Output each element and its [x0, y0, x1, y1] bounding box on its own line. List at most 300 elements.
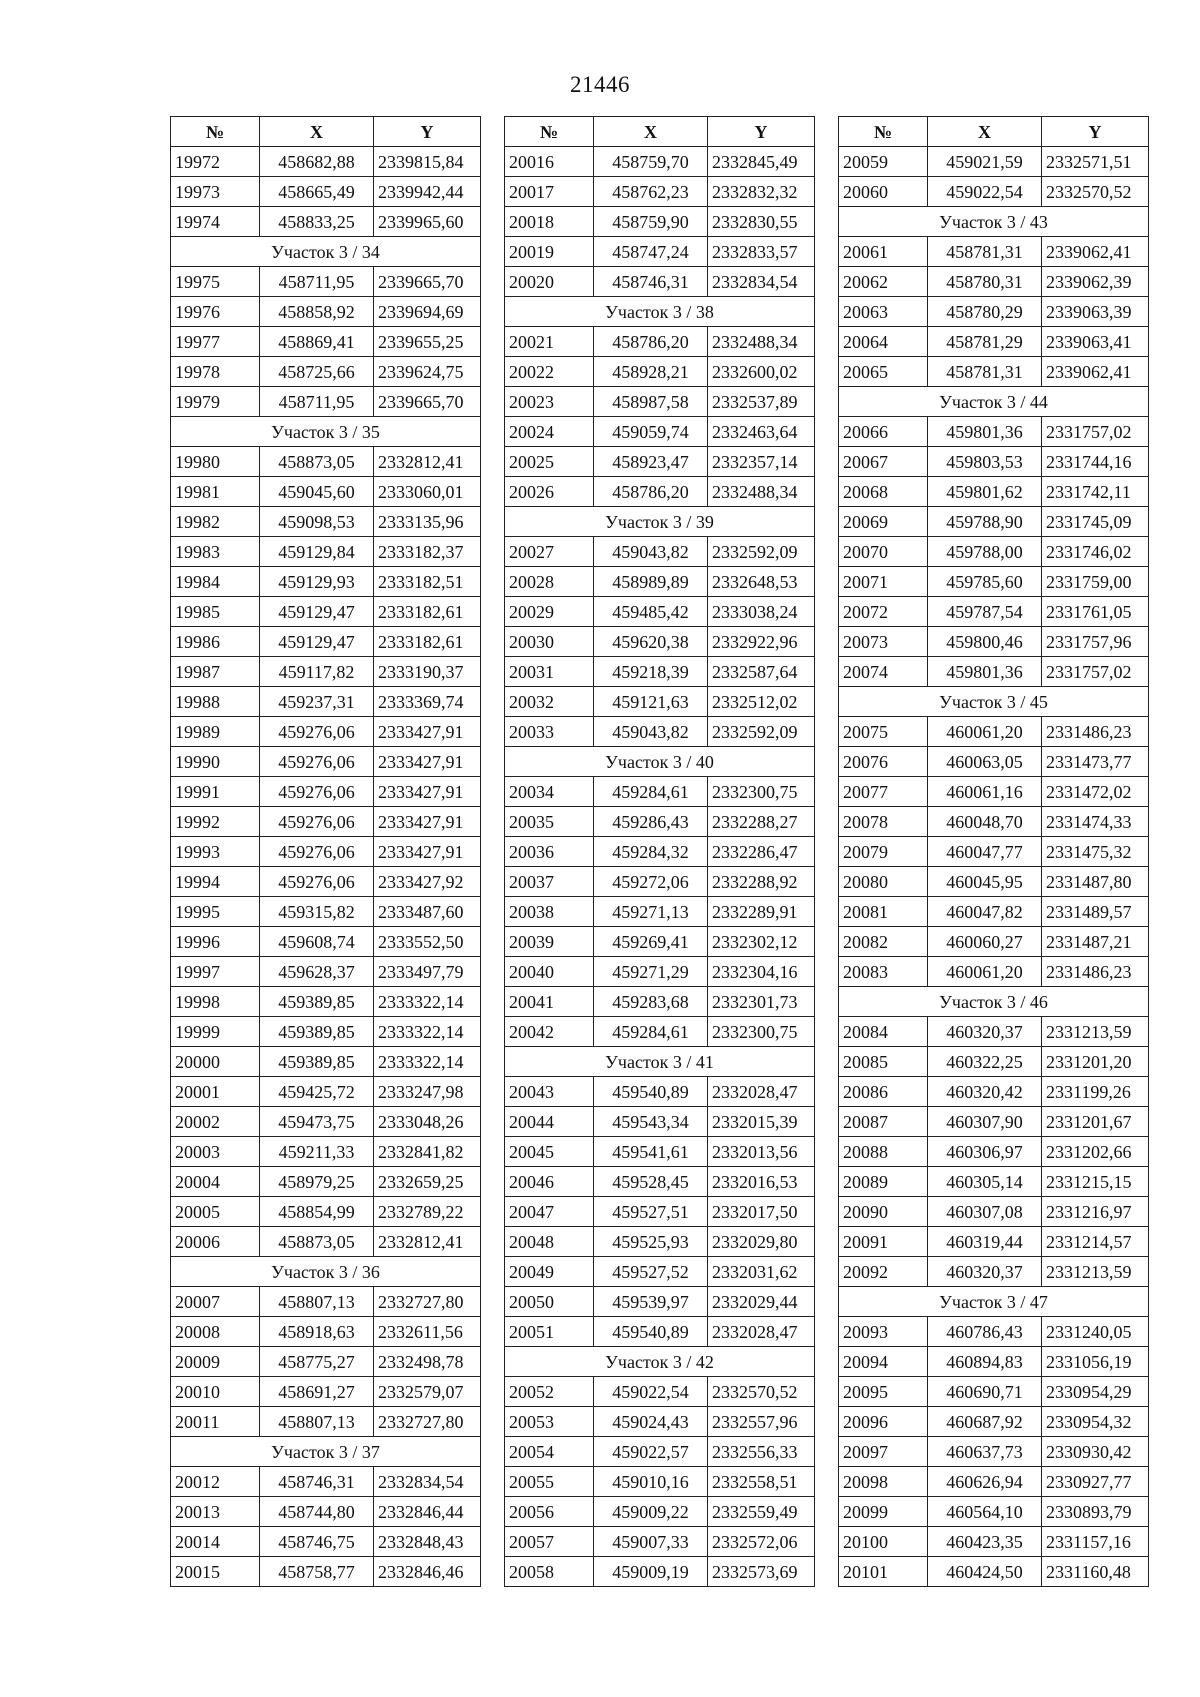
table-row	[171, 1527, 481, 1557]
y-coordinate: 2339062,41	[1042, 237, 1149, 267]
point-number: 20055	[505, 1467, 594, 1497]
header-y: Y	[1042, 117, 1149, 147]
point-number: 20036	[505, 837, 594, 867]
y-coordinate: 2333427,91	[374, 807, 481, 837]
x-coordinate: 459043,82	[594, 537, 708, 567]
point-number: 20063	[839, 297, 928, 327]
point-number: 20062	[839, 267, 928, 297]
point-number: 20093	[839, 1317, 928, 1347]
point-number: 20007	[171, 1287, 260, 1317]
y-coordinate: 2339655,25	[374, 327, 481, 357]
y-coordinate: 2333369,74	[374, 687, 481, 717]
table-row	[171, 1197, 481, 1227]
point-number: 20064	[839, 327, 928, 357]
x-coordinate: 460424,50	[928, 1557, 1042, 1587]
y-coordinate: 2333552,50	[374, 927, 481, 957]
x-coordinate: 458711,95	[260, 267, 374, 297]
section-row	[839, 687, 1149, 717]
x-coordinate: 459628,37	[260, 957, 374, 987]
x-coordinate: 459129,84	[260, 537, 374, 567]
x-coordinate: 459608,74	[260, 927, 374, 957]
table-row	[505, 1107, 815, 1137]
table-row	[171, 1107, 481, 1137]
x-coordinate: 460063,05	[928, 747, 1042, 777]
point-number: 19983	[171, 537, 260, 567]
table-row	[505, 537, 815, 567]
table-row	[839, 237, 1149, 267]
table-row	[171, 357, 481, 387]
section-label: Участок 3 / 39	[505, 507, 815, 537]
point-number: 20010	[171, 1377, 260, 1407]
y-coordinate: 2331761,05	[1042, 597, 1149, 627]
x-coordinate: 460048,70	[928, 807, 1042, 837]
x-coordinate: 458781,31	[928, 237, 1042, 267]
x-coordinate: 459276,06	[260, 807, 374, 837]
table-row	[839, 1527, 1149, 1557]
x-coordinate: 460687,92	[928, 1407, 1042, 1437]
table-row	[839, 657, 1149, 687]
table-row	[171, 147, 481, 177]
x-coordinate: 458833,25	[260, 207, 374, 237]
table-row	[839, 1437, 1149, 1467]
y-coordinate: 2331757,96	[1042, 627, 1149, 657]
x-coordinate: 459540,89	[594, 1317, 708, 1347]
y-coordinate: 2332288,27	[708, 807, 815, 837]
x-coordinate: 460786,43	[928, 1317, 1042, 1347]
table-row	[505, 867, 815, 897]
y-coordinate: 2339063,41	[1042, 327, 1149, 357]
header-row	[505, 117, 815, 147]
point-number: 20012	[171, 1467, 260, 1497]
y-coordinate: 2333427,91	[374, 837, 481, 867]
table-row	[171, 177, 481, 207]
point-number: 20024	[505, 417, 594, 447]
y-coordinate: 2331742,11	[1042, 477, 1149, 507]
table-row	[171, 1557, 481, 1587]
point-number: 20046	[505, 1167, 594, 1197]
coordinates-table-1	[170, 116, 481, 1587]
y-coordinate: 2332302,12	[708, 927, 815, 957]
x-coordinate: 460894,83	[928, 1347, 1042, 1377]
y-coordinate: 2333182,37	[374, 537, 481, 567]
point-number: 20008	[171, 1317, 260, 1347]
point-number: 20023	[505, 387, 594, 417]
point-number: 20047	[505, 1197, 594, 1227]
point-number: 20057	[505, 1527, 594, 1557]
y-coordinate: 2332017,50	[708, 1197, 815, 1227]
y-coordinate: 2339062,41	[1042, 357, 1149, 387]
y-coordinate: 2332579,07	[374, 1377, 481, 1407]
y-coordinate: 2333322,14	[374, 1017, 481, 1047]
x-coordinate: 458759,90	[594, 207, 708, 237]
point-number: 19976	[171, 297, 260, 327]
point-number: 19981	[171, 477, 260, 507]
table-row	[839, 957, 1149, 987]
x-coordinate: 460564,10	[928, 1497, 1042, 1527]
y-coordinate: 2332789,22	[374, 1197, 481, 1227]
x-coordinate: 459525,93	[594, 1227, 708, 1257]
point-number: 20101	[839, 1557, 928, 1587]
x-coordinate: 460047,82	[928, 897, 1042, 927]
point-number: 20044	[505, 1107, 594, 1137]
point-number: 19986	[171, 627, 260, 657]
point-number: 20084	[839, 1017, 928, 1047]
point-number: 20060	[839, 177, 928, 207]
point-number: 20027	[505, 537, 594, 567]
point-number: 20082	[839, 927, 928, 957]
point-number: 20029	[505, 597, 594, 627]
table-row	[171, 1047, 481, 1077]
section-label: Участок 3 / 42	[505, 1347, 815, 1377]
y-coordinate: 2332031,62	[708, 1257, 815, 1287]
point-number: 20020	[505, 267, 594, 297]
x-coordinate: 459788,00	[928, 537, 1042, 567]
point-number: 19997	[171, 957, 260, 987]
section-row	[171, 1437, 481, 1467]
point-number: 20018	[505, 207, 594, 237]
point-number: 20014	[171, 1527, 260, 1557]
point-number: 20083	[839, 957, 928, 987]
section-label: Участок 3 / 36	[171, 1257, 481, 1287]
y-coordinate: 2331486,23	[1042, 717, 1149, 747]
x-coordinate: 458928,21	[594, 357, 708, 387]
table-row	[505, 267, 815, 297]
table-row	[505, 1287, 815, 1317]
table-row	[171, 1467, 481, 1497]
table-row	[839, 1557, 1149, 1587]
y-coordinate: 2331201,67	[1042, 1107, 1149, 1137]
y-coordinate: 2332830,55	[708, 207, 815, 237]
table-row	[505, 597, 815, 627]
table-row	[171, 537, 481, 567]
x-coordinate: 459129,93	[260, 567, 374, 597]
y-coordinate: 2331240,05	[1042, 1317, 1149, 1347]
table-row	[505, 1407, 815, 1437]
point-number: 20054	[505, 1437, 594, 1467]
x-coordinate: 460690,71	[928, 1377, 1042, 1407]
y-coordinate: 2330954,32	[1042, 1407, 1149, 1437]
x-coordinate: 458781,31	[928, 357, 1042, 387]
y-coordinate: 2339965,60	[374, 207, 481, 237]
x-coordinate: 460307,08	[928, 1197, 1042, 1227]
x-coordinate: 459473,75	[260, 1107, 374, 1137]
y-coordinate: 2332592,09	[708, 717, 815, 747]
x-coordinate: 459389,85	[260, 1047, 374, 1077]
x-coordinate: 459787,54	[928, 597, 1042, 627]
point-number: 20017	[505, 177, 594, 207]
point-number: 19989	[171, 717, 260, 747]
point-number: 20003	[171, 1137, 260, 1167]
y-coordinate: 2332013,56	[708, 1137, 815, 1167]
point-number: 20000	[171, 1047, 260, 1077]
point-number: 20061	[839, 237, 928, 267]
point-number: 19996	[171, 927, 260, 957]
y-coordinate: 2331744,16	[1042, 447, 1149, 477]
x-coordinate: 459269,41	[594, 927, 708, 957]
y-coordinate: 2331486,23	[1042, 957, 1149, 987]
point-number: 20097	[839, 1437, 928, 1467]
table-row	[839, 807, 1149, 837]
table-row	[171, 1167, 481, 1197]
x-coordinate: 458744,80	[260, 1497, 374, 1527]
y-coordinate: 2339062,39	[1042, 267, 1149, 297]
header-number: №	[171, 117, 260, 147]
x-coordinate: 459218,39	[594, 657, 708, 687]
y-coordinate: 2332727,80	[374, 1287, 481, 1317]
x-coordinate: 460061,20	[928, 957, 1042, 987]
y-coordinate: 2332300,75	[708, 777, 815, 807]
section-row	[505, 297, 815, 327]
y-coordinate: 2332289,91	[708, 897, 815, 927]
x-coordinate: 459276,06	[260, 777, 374, 807]
point-number: 20045	[505, 1137, 594, 1167]
x-coordinate: 459271,13	[594, 897, 708, 927]
section-row	[839, 1287, 1149, 1317]
point-number: 20088	[839, 1137, 928, 1167]
x-coordinate: 459803,53	[928, 447, 1042, 477]
x-coordinate: 458682,88	[260, 147, 374, 177]
x-coordinate: 459098,53	[260, 507, 374, 537]
point-number: 19972	[171, 147, 260, 177]
table-row	[505, 1467, 815, 1497]
y-coordinate: 2332570,52	[1042, 177, 1149, 207]
y-coordinate: 2332028,47	[708, 1077, 815, 1107]
y-coordinate: 2332016,53	[708, 1167, 815, 1197]
y-coordinate: 2332848,43	[374, 1527, 481, 1557]
section-label: Участок 3 / 37	[171, 1437, 481, 1467]
table-row	[505, 897, 815, 927]
point-number: 20030	[505, 627, 594, 657]
y-coordinate: 2331489,57	[1042, 897, 1149, 927]
table-row	[839, 1347, 1149, 1377]
x-coordinate: 458873,05	[260, 447, 374, 477]
table-row	[505, 777, 815, 807]
x-coordinate: 459010,16	[594, 1467, 708, 1497]
point-number: 19998	[171, 987, 260, 1017]
x-coordinate: 459276,06	[260, 747, 374, 777]
table-row	[505, 1017, 815, 1047]
x-coordinate: 458786,20	[594, 327, 708, 357]
table-row	[505, 1527, 815, 1557]
point-number: 20065	[839, 357, 928, 387]
point-number: 19995	[171, 897, 260, 927]
y-coordinate: 2332556,33	[708, 1437, 815, 1467]
y-coordinate: 2331214,57	[1042, 1227, 1149, 1257]
point-number: 20043	[505, 1077, 594, 1107]
point-number: 20039	[505, 927, 594, 957]
y-coordinate: 2333135,96	[374, 507, 481, 537]
x-coordinate: 459528,45	[594, 1167, 708, 1197]
section-label: Участок 3 / 43	[839, 207, 1149, 237]
y-coordinate: 2333038,24	[708, 597, 815, 627]
point-number: 19991	[171, 777, 260, 807]
y-coordinate: 2332832,32	[708, 177, 815, 207]
x-coordinate: 459485,42	[594, 597, 708, 627]
point-number: 20053	[505, 1407, 594, 1437]
y-coordinate: 2332600,02	[708, 357, 815, 387]
point-number: 20091	[839, 1227, 928, 1257]
y-coordinate: 2331745,09	[1042, 507, 1149, 537]
x-coordinate: 460626,94	[928, 1467, 1042, 1497]
point-number: 20015	[171, 1557, 260, 1587]
y-coordinate: 2332488,34	[708, 327, 815, 357]
table-row	[171, 1377, 481, 1407]
point-number: 20037	[505, 867, 594, 897]
section-row	[839, 387, 1149, 417]
y-coordinate: 2331213,59	[1042, 1017, 1149, 1047]
table-row	[839, 717, 1149, 747]
table-row	[505, 237, 815, 267]
table-row	[839, 567, 1149, 597]
x-coordinate: 458869,41	[260, 327, 374, 357]
page-number: 21446	[570, 72, 630, 97]
point-number: 20069	[839, 507, 928, 537]
table-row	[505, 327, 815, 357]
header-number: №	[505, 117, 594, 147]
point-number: 20058	[505, 1557, 594, 1587]
point-number: 19978	[171, 357, 260, 387]
table-row	[171, 1137, 481, 1167]
point-number: 20075	[839, 717, 928, 747]
table-row	[839, 1317, 1149, 1347]
table-row	[171, 747, 481, 777]
section-row	[171, 1257, 481, 1287]
x-coordinate: 460061,20	[928, 717, 1042, 747]
x-coordinate: 460423,35	[928, 1527, 1042, 1557]
point-number: 20026	[505, 477, 594, 507]
point-number: 19990	[171, 747, 260, 777]
point-number: 20021	[505, 327, 594, 357]
x-coordinate: 458780,31	[928, 267, 1042, 297]
table-row	[505, 1377, 815, 1407]
table-row	[505, 957, 815, 987]
table-row	[839, 1227, 1149, 1257]
point-number: 20100	[839, 1527, 928, 1557]
point-number: 20096	[839, 1407, 928, 1437]
x-coordinate: 459059,74	[594, 417, 708, 447]
point-number: 20074	[839, 657, 928, 687]
table-row	[171, 507, 481, 537]
coordinates-table-3	[838, 116, 1149, 1587]
section-row	[505, 507, 815, 537]
x-coordinate: 459271,29	[594, 957, 708, 987]
table-row	[171, 837, 481, 867]
point-number: 20013	[171, 1497, 260, 1527]
point-number: 20073	[839, 627, 928, 657]
x-coordinate: 459276,06	[260, 717, 374, 747]
table-row	[839, 627, 1149, 657]
table-row	[171, 1287, 481, 1317]
x-coordinate: 458987,58	[594, 387, 708, 417]
point-number: 20092	[839, 1257, 928, 1287]
y-coordinate: 2332357,14	[708, 447, 815, 477]
point-number: 20094	[839, 1347, 928, 1377]
x-coordinate: 458786,20	[594, 477, 708, 507]
point-number: 20050	[505, 1287, 594, 1317]
table-row	[505, 1497, 815, 1527]
x-coordinate: 459539,97	[594, 1287, 708, 1317]
x-coordinate: 460307,90	[928, 1107, 1042, 1137]
y-coordinate: 2331487,21	[1042, 927, 1149, 957]
y-coordinate: 2331472,02	[1042, 777, 1149, 807]
table-row	[839, 1107, 1149, 1137]
point-number: 20056	[505, 1497, 594, 1527]
table-row	[505, 717, 815, 747]
point-number: 19979	[171, 387, 260, 417]
table-row	[505, 177, 815, 207]
point-number: 20049	[505, 1257, 594, 1287]
table-row	[505, 447, 815, 477]
x-coordinate: 460045,95	[928, 867, 1042, 897]
y-coordinate: 2330893,79	[1042, 1497, 1149, 1527]
table-row	[839, 1377, 1149, 1407]
table-row	[171, 1077, 481, 1107]
header-y: Y	[708, 117, 815, 147]
point-number: 20068	[839, 477, 928, 507]
point-number: 19973	[171, 177, 260, 207]
table-row	[505, 417, 815, 447]
table-row	[171, 327, 481, 357]
table-row	[839, 1017, 1149, 1047]
header-x: X	[928, 117, 1042, 147]
y-coordinate: 2332512,02	[708, 687, 815, 717]
table-row	[839, 447, 1149, 477]
x-coordinate: 458746,31	[594, 267, 708, 297]
header-number: №	[839, 117, 928, 147]
x-coordinate: 459009,19	[594, 1557, 708, 1587]
x-coordinate: 458807,13	[260, 1287, 374, 1317]
y-coordinate: 2333190,37	[374, 657, 481, 687]
x-coordinate: 459022,54	[928, 177, 1042, 207]
y-coordinate: 2332573,69	[708, 1557, 815, 1587]
x-coordinate: 458725,66	[260, 357, 374, 387]
x-coordinate: 459022,57	[594, 1437, 708, 1467]
section-row	[839, 987, 1149, 1017]
y-coordinate: 2332559,49	[708, 1497, 815, 1527]
y-coordinate: 2332558,51	[708, 1467, 815, 1497]
table-row	[505, 1167, 815, 1197]
y-coordinate: 2332015,39	[708, 1107, 815, 1137]
table-row	[505, 1317, 815, 1347]
y-coordinate: 2339063,39	[1042, 297, 1149, 327]
section-label: Участок 3 / 46	[839, 987, 1149, 1017]
y-coordinate: 2333060,01	[374, 477, 481, 507]
table-row	[505, 1077, 815, 1107]
x-coordinate: 459543,34	[594, 1107, 708, 1137]
table-row	[505, 1557, 815, 1587]
x-coordinate: 459284,61	[594, 777, 708, 807]
table-row	[839, 177, 1149, 207]
x-coordinate: 459129,47	[260, 627, 374, 657]
y-coordinate: 2333497,79	[374, 957, 481, 987]
point-number: 19975	[171, 267, 260, 297]
point-number: 19999	[171, 1017, 260, 1047]
section-label: Участок 3 / 34	[171, 237, 481, 267]
x-coordinate: 459117,82	[260, 657, 374, 687]
x-coordinate: 459620,38	[594, 627, 708, 657]
y-coordinate: 2333427,91	[374, 777, 481, 807]
table-row	[505, 927, 815, 957]
x-coordinate: 458923,47	[594, 447, 708, 477]
x-coordinate: 459389,85	[260, 1017, 374, 1047]
x-coordinate: 458979,25	[260, 1167, 374, 1197]
x-coordinate: 458711,95	[260, 387, 374, 417]
y-coordinate: 2333247,98	[374, 1077, 481, 1107]
x-coordinate: 459527,51	[594, 1197, 708, 1227]
x-coordinate: 458989,89	[594, 567, 708, 597]
table-row	[505, 1227, 815, 1257]
x-coordinate: 458759,70	[594, 147, 708, 177]
